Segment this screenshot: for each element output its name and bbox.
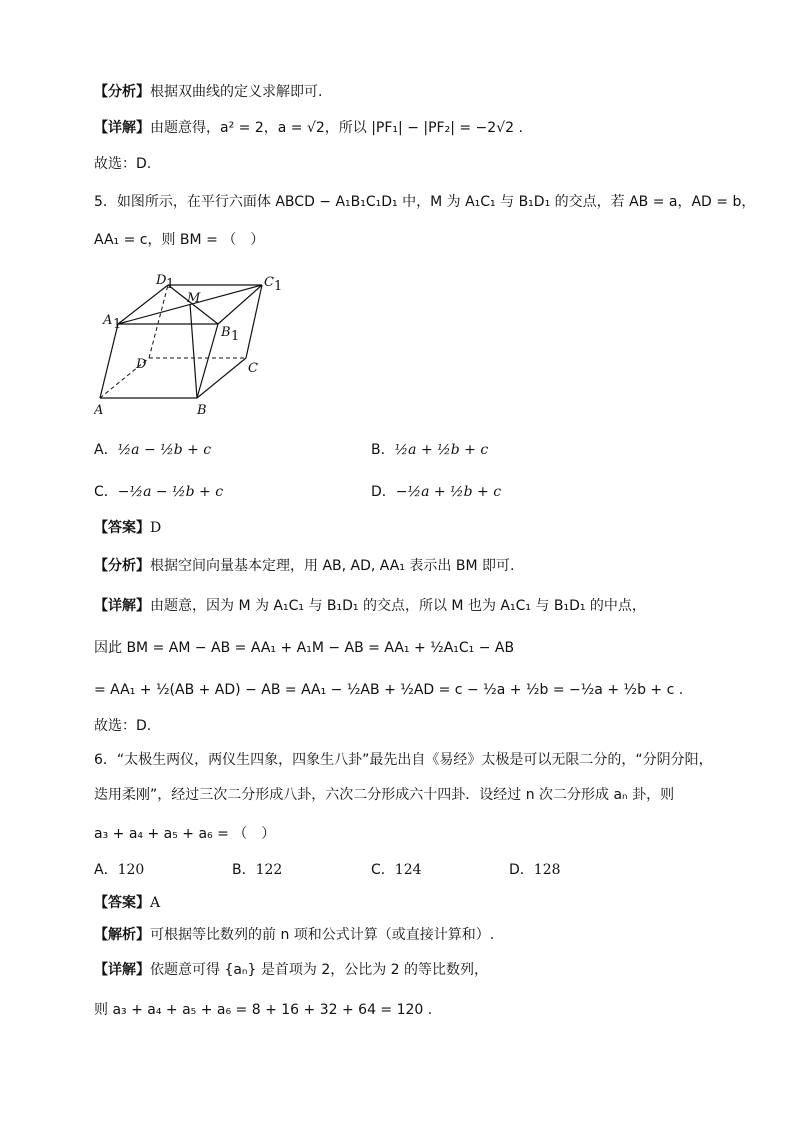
label-C1-sub: 1 (274, 279, 283, 294)
option-b-label: B． (232, 862, 256, 878)
option-d-text: −½a + ½b + c (395, 484, 502, 500)
analysis-tag: 【分析】 (94, 558, 150, 574)
label-C1: C (264, 275, 274, 290)
q5-choice: 故选：D. (94, 718, 152, 734)
answer-tag: 【答案】 (94, 520, 150, 536)
detail-tag: 【详解】 (94, 598, 150, 614)
option-b-label: B． (371, 442, 395, 458)
q5-option-a[interactable] (94, 440, 211, 460)
edge-BC (197, 358, 246, 398)
q4-analysis (94, 82, 714, 102)
label-B1-sub: 1 (231, 329, 240, 344)
option-d-text: 128 (533, 862, 561, 878)
q4-choice: 故选：D. (94, 156, 152, 172)
answer-value: A (150, 895, 161, 911)
label-D: D (136, 357, 147, 372)
detail-tag: 【详解】 (94, 962, 150, 978)
analysis-text: 可根据等比数列的前 n 项和公式计算（或直接计算和）. (150, 927, 495, 943)
edge-A1D1 (118, 285, 168, 324)
label-A1: A (103, 313, 113, 328)
edge-DD1-hidden (149, 285, 168, 358)
option-a-text: ½a − ½b + c (117, 442, 212, 458)
q6-stem-line-3: a₃ + a₄ + a₅ + a₆ = （ ） (94, 826, 276, 842)
detail-text: 由题意得，a² = 2，a = √2，所以 |PF₁| − |PF₂| = −2√2 . (150, 120, 523, 136)
q6-option-c[interactable] (371, 860, 422, 880)
parallelepiped-svg (94, 272, 294, 422)
edge-CC1 (246, 285, 262, 358)
q5-stem-line-1: 5．如图所示，在平行六面体 ABCD − A₁B₁C₁D₁ 中，M 为 A₁C₁ 与 B₁D₁ 的交点，若 AB = a，AD = b， (94, 194, 756, 210)
option-c-text: 124 (394, 862, 422, 878)
segment-MB (190, 304, 197, 398)
label-M: M (187, 291, 201, 306)
edge-AA1 (100, 324, 118, 398)
q5-option-d[interactable] (371, 482, 501, 502)
q5-stem-line-2: AA₁ = c，则 BM = （ ） (94, 232, 265, 248)
label-B: B (197, 403, 207, 418)
label-A: A (94, 403, 104, 418)
option-a-label: A． (94, 862, 118, 878)
q6-stem-line-2: 迭用柔刚”，经过三次二分形成八卦，六次二分形成六十四卦．设经过 n 次二分形成 aₙ 卦，则 (94, 787, 675, 803)
q6-option-b[interactable] (232, 860, 282, 880)
label-D1: D (156, 273, 167, 288)
option-b-text: ½a + ½b + c (394, 442, 489, 458)
q5-option-c[interactable] (94, 482, 223, 502)
q6-detail-line-2: 则 a₃ + a₄ + a₅ + a₆ = 8 + 16 + 32 + 64 = 120 . (94, 1002, 433, 1018)
analysis-text: 根据双曲线的定义求解即可. (150, 84, 323, 100)
answer-value: D (150, 520, 162, 536)
label-A1-sub: 1 (113, 317, 122, 332)
analysis-tag: 【分析】 (94, 84, 150, 100)
option-c-label: C． (94, 484, 118, 500)
q6-detail (94, 960, 714, 980)
label-D1-sub: 1 (166, 277, 175, 292)
parallelepiped-figure (94, 272, 294, 422)
q5-detail-line-2: 因此 BM = AM − AB = AA₁ + A₁M − AB = AA₁ + ½A₁C₁ − AB (94, 640, 515, 656)
q5-detail-line-3: = AA₁ + ½(AB + AD) − AB = AA₁ − ½AB + ½AD = c − ½a + ½b = −½a + ½b + c . (94, 682, 684, 698)
label-C: C (248, 361, 258, 376)
detail-line-1: 依题意可得 {aₙ} 是首项为 2，公比为 2 的等比数列， (150, 962, 489, 978)
analysis-text: 根据空间向量基本定理，用 AB, AD, AA₁ 表示出 BM 即可. (150, 558, 515, 574)
q5-analysis (94, 556, 714, 576)
detail-tag: 【详解】 (94, 120, 150, 136)
answer-tag: 【答案】 (94, 895, 150, 911)
q6-answer (94, 893, 714, 913)
option-a-label: A． (94, 442, 118, 458)
option-c-text: −½a − ½b + c (117, 484, 224, 500)
option-a-text: 120 (117, 862, 145, 878)
edge-BB1 (197, 324, 218, 398)
q6-analysis (94, 925, 714, 945)
q6-option-d[interactable] (509, 860, 561, 880)
option-c-label: C． (371, 862, 395, 878)
q4-detail (94, 118, 714, 138)
option-b-text: 122 (255, 862, 283, 878)
q6-stem-line-1: 6．“太极生两仪，两仪生四象，四象生八卦”最先出自《易经》太极是可以无限二分的，“分阴分阳， (94, 752, 713, 768)
q5-detail (94, 596, 714, 616)
option-d-label: D． (509, 862, 534, 878)
q5-option-b[interactable] (371, 440, 488, 460)
q6-option-a[interactable] (94, 860, 144, 880)
analysis-tag: 【解析】 (94, 927, 150, 943)
detail-line-1: 由题意，因为 M 为 A₁C₁ 与 B₁D₁ 的交点，所以 M 也为 A₁C₁ 与 B₁D₁ 的中点， (150, 598, 646, 614)
option-d-label: D． (371, 484, 396, 500)
q5-answer (94, 518, 714, 538)
label-B1: B (221, 325, 231, 340)
